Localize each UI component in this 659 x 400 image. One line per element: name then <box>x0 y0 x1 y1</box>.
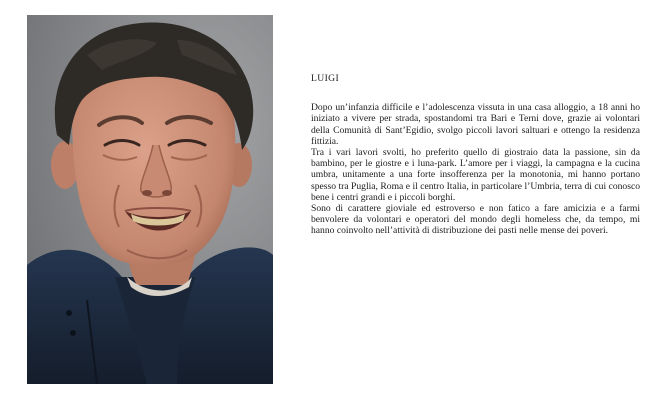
portrait-photo <box>27 15 273 384</box>
bio-paragraph-2: Tra i vari lavori svolti, ho preferito quello di giostraio data la passione, sin da bambino, per le giostre e i luna-park. L’amore per i viaggi, la campagna e la cucina umbra, unitamente a una forte insofferenza per la monotonia, mi hanno portano spesso tra Puglia, Roma e il centro Italia, in particolare l’Umbria, terra di cui conosco bene i centri grandi e i piccoli borghi. <box>311 147 640 203</box>
bio-paragraph-1: Dopo un’infanzia difficile e l’adolescenza vissuta in una casa alloggio, a 18 anni ho iniziato a vivere per strada, spostandomi tra Bari e Terni dove, grazie ai volontari della Comunità di Sant’Egidio, svolgo piccoli lavori saltuari e ottengo la residenza fittizia. <box>311 102 640 147</box>
person-name: LUIGI <box>311 73 340 84</box>
biography <box>311 73 640 237</box>
bio-paragraph-3: Sono di carattere gioviale ed estroverso e non fatico a fare amicizia e a farmi benvolere da volontari e operatori del mondo degli homeless che, da tempo, mi hanno coinvolto nell’attività di distribuzione dei pasti nelle mense dei poveri. <box>311 203 640 237</box>
portrait-illustration <box>27 15 273 384</box>
jacket-button <box>66 310 72 316</box>
